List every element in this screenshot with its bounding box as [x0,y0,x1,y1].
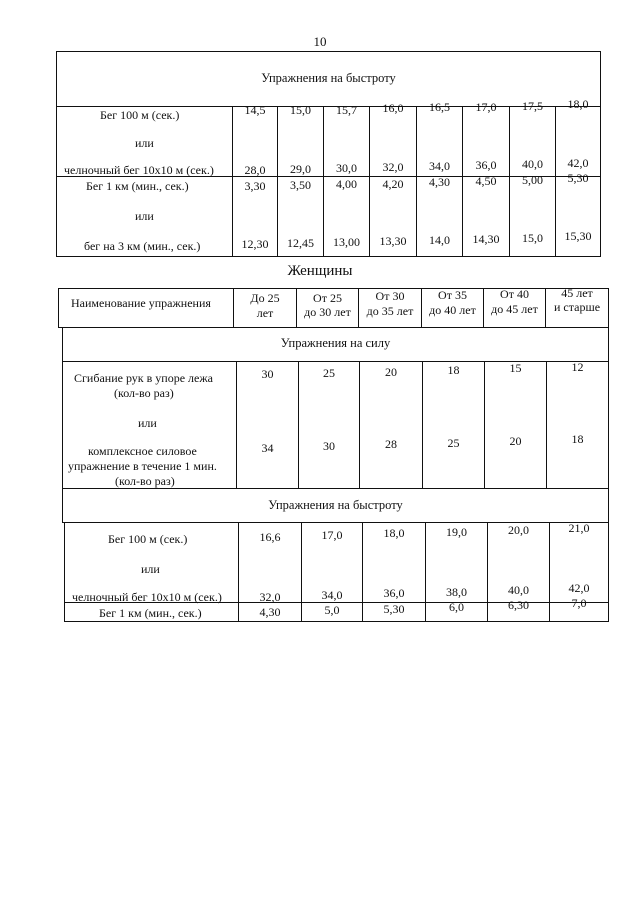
women-complex-label-unit: (кол-во раз) [115,474,175,488]
men-run1km-value: 5,00 [522,173,543,187]
men-run100-value: 15,0 [290,103,311,117]
women-complex-value: 28 [385,437,397,451]
men-run100-value: 17,0 [475,100,497,114]
women-shuttle-value: 40,0 [508,583,529,597]
men-shuttle-value: 30,0 [336,161,357,175]
women-shuttle-value: 32,0 [259,590,281,604]
women-run100-value: 16,6 [259,530,281,544]
women-pushup-value: 15 [509,361,522,375]
women-run1km-label: Бег 1 км (мин., сек.) [99,606,202,620]
women-shuttle-value: 42,0 [568,581,590,595]
women-pushup-label-unit: (кол-во раз) [114,386,174,400]
women-complex-value: 25 [447,436,460,450]
women-complex-label-2: упражнение в течение 1 мин. [68,459,217,473]
men-run1km-value: 3,50 [290,178,311,192]
men-run3km-value: 15,30 [564,229,592,243]
header-age-col: От 25 [313,291,342,305]
men-run1km-value: 4,20 [382,177,404,191]
women-pushup-value: 20 [385,365,397,379]
men-run100-value: 16,5 [429,100,450,114]
women-section-title: Женщины [287,263,353,279]
women-complex-value: 18 [571,432,584,446]
women-complex-value: 30 [323,439,335,453]
men-run3km-value: 12,45 [287,236,314,250]
men-shuttle-value: 36,0 [475,158,497,172]
women-shuttle-value: 34,0 [321,588,343,602]
women-run1km-value: 6,30 [508,598,529,612]
women-run100-value: 20,0 [508,523,529,537]
men-run3km-value: 13,00 [333,235,360,249]
header-age-col: лет [256,306,274,320]
men-shuttle-label: челночный бег 10х10 м (сек.) [64,163,214,177]
men-shuttle-value: 34,0 [429,159,450,173]
women-run100-label: Бег 100 м (сек.) [108,532,188,546]
women-run100-value: 21,0 [568,521,590,535]
men-run3km-value: 14,0 [429,233,450,247]
women-speed-heading: Упражнения на быстроту [268,498,403,512]
women-shuttle-value: 36,0 [383,586,405,600]
women-complex-label: комплексное силовое [88,444,197,458]
women-strength-or: или [138,416,157,430]
women-pushup-value: 12 [571,360,584,374]
men-shuttle-value: 29,0 [290,162,311,176]
women-run100-value: 18,0 [383,526,405,540]
women-run1km-value: 6,0 [449,600,464,614]
men-run1km-value: 4,00 [336,177,357,191]
header-age-col: От 30 [375,289,405,303]
men-run3km-label: бег на 3 км (мин., сек.) [84,239,201,253]
men-shuttle-value: 32,0 [382,160,404,174]
men-run1km-label: Бег 1 км (мин., сек.) [86,179,189,193]
men-run1km-value: 4,50 [475,174,497,188]
women-run1km-value: 5,30 [383,602,405,616]
women-shuttle-label: челночный бег 10х10 м (сек.) [72,590,222,604]
women-pushup-value: 25 [323,366,335,380]
men-run100-value: 17,5 [522,99,543,113]
women-complex-value: 34 [261,441,274,455]
men-run100-value: 18,0 [567,97,589,111]
header-age-col: До 25 [250,291,280,305]
women-run1km-value: 4,30 [259,605,281,619]
women-shuttle-value: 38,0 [446,585,467,599]
men-run100-value: 16,0 [382,101,404,115]
women-run1km-value: 5,0 [324,603,340,617]
men-run1km-value: 5,30 [567,171,589,185]
men-shuttle-value: 42,0 [567,156,589,170]
women-speed-or: или [141,562,160,576]
women-pushup-value: 18 [447,363,460,377]
men-or-2: или [135,209,154,223]
header-age-col: От 35 [438,288,467,302]
men-run3km-value: 13,30 [379,234,407,248]
header-age-col: до 40 лет [429,303,476,317]
header-age-col: 45 лет [561,286,593,300]
men-run1km-value: 4,30 [429,175,450,189]
page-number: 10 [313,34,327,49]
header-age-col: до 30 лет [304,305,351,319]
men-run3km-value: 15,0 [522,231,543,245]
header-exercise-name: Наименование упражнения [71,296,211,310]
men-shuttle-value: 40,0 [522,157,543,171]
women-run1km-value: 7,0 [571,596,587,610]
men-shuttle-value: 28,0 [244,163,266,177]
women-strength-heading: Упражнения на силу [280,336,391,350]
women-complex-value: 20 [509,434,522,448]
women-run100-value: 17,0 [321,528,343,542]
men-speed-heading: Упражнения на быстроту [261,71,396,85]
header-age-col: до 45 лет [491,302,538,316]
header-age-col: до 35 лет [366,304,414,318]
header-age-col: От 40 [500,287,529,301]
men-run100-label: Бег 100 м (сек.) [100,108,180,122]
men-run3km-value: 12,30 [241,237,269,251]
men-run100-value: 15,7 [336,103,357,117]
header-age-col: и старше [553,300,601,314]
women-pushup-value: 30 [261,367,274,381]
men-run100-value: 14,5 [244,103,266,117]
women-run100-value: 19,0 [446,525,467,539]
men-run3km-value: 14,30 [472,232,500,246]
men-run1km-value: 3,30 [244,179,266,193]
women-pushup-label: Сгибание рук в упоре лежа [74,371,213,385]
men-or-1: или [135,136,154,150]
